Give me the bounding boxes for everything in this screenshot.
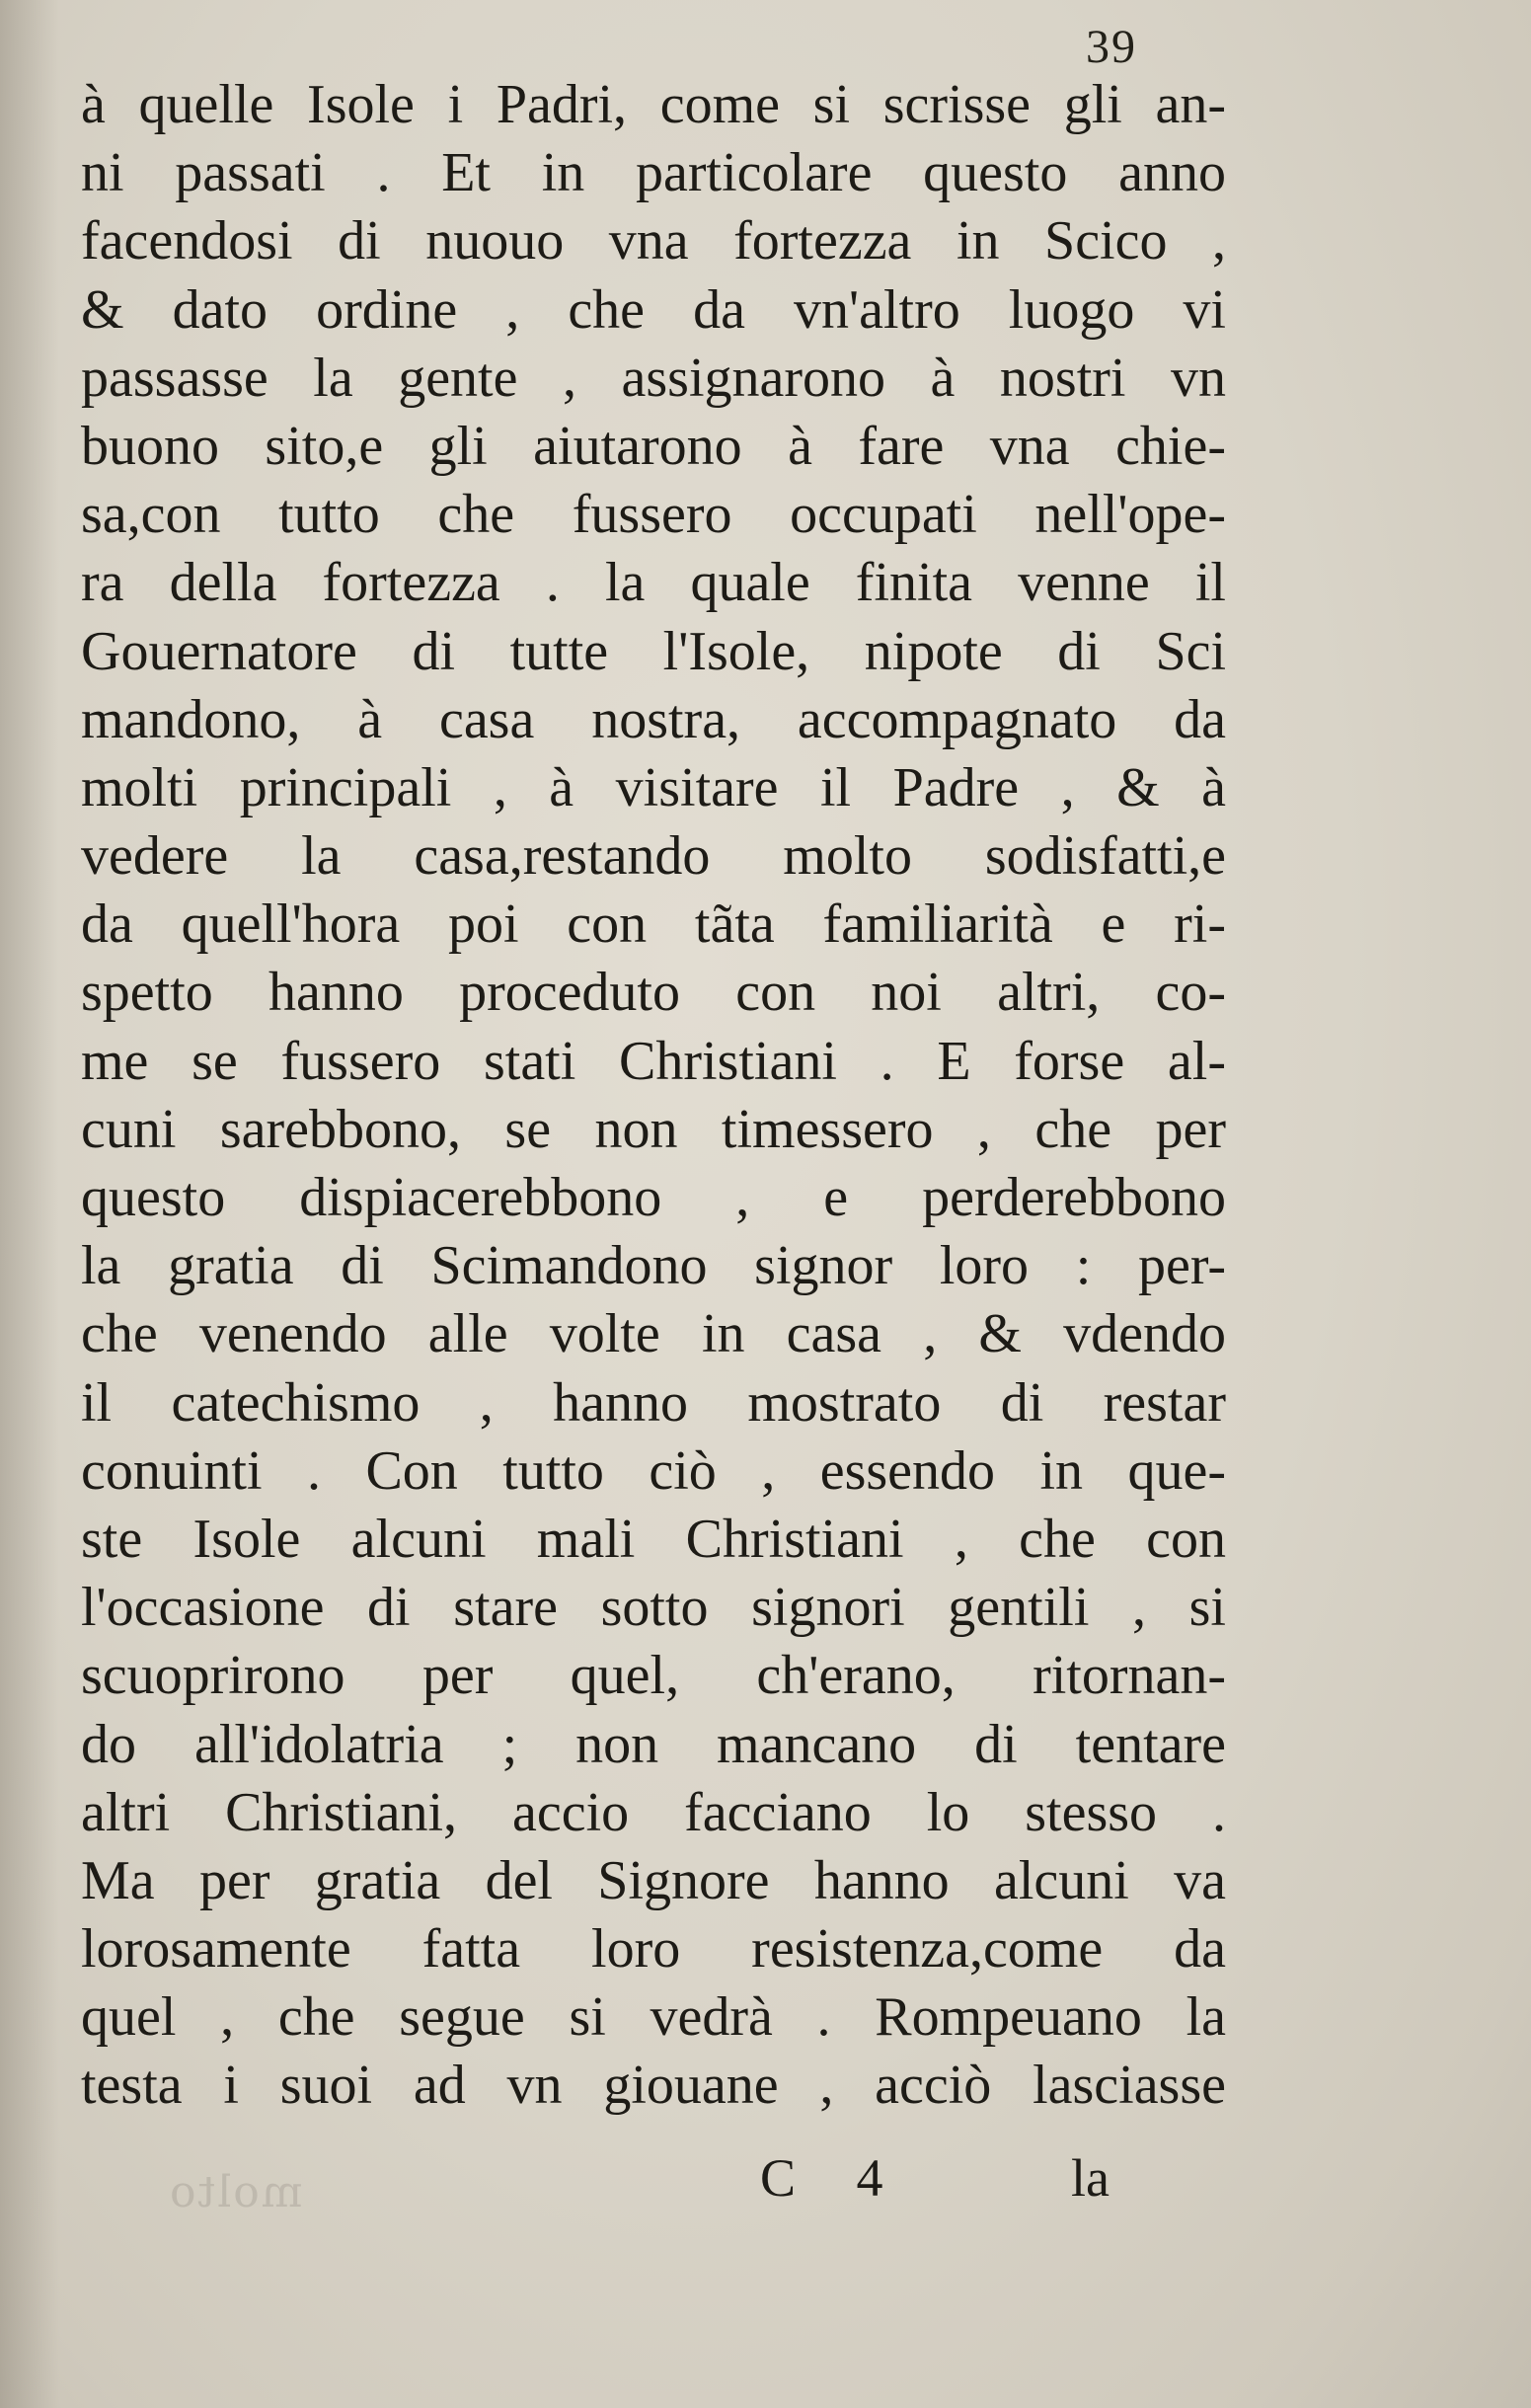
text-line: do all'idolatria ; non mancano di tentare — [81, 1713, 1226, 1775]
text-line: Gouernatore di tutte l'Isole, nipote di Sci — [81, 620, 1226, 682]
text-line: à quelle Isole i Padri, come si scrisse gli an- — [81, 74, 1226, 135]
page-number: 39 — [1086, 21, 1137, 73]
catchword: la — [1071, 2148, 1110, 2208]
page-footer — [0, 2147, 1531, 2216]
text-line: cuni sarebbono, se non timessero , che per — [81, 1098, 1226, 1160]
text-line: & dato ordine , che da vn'altro luogo vi — [81, 278, 1226, 341]
text-line: che venendo alle volte in casa , & vdendo — [81, 1303, 1226, 1365]
body-text — [81, 71, 1226, 2121]
text-line: buono sito,e gli aiutarono à fare vna chie- — [81, 415, 1226, 477]
show-through-text: molto — [168, 2167, 303, 2217]
text-line: mandono, à casa nostra, accompagnato da — [81, 688, 1226, 750]
text-line: ra della fortezza . la quale finita venne il — [81, 552, 1226, 614]
text-line: Ma per gratia del Signore hanno alcuni va — [81, 1849, 1226, 1911]
text-line: ste Isole alcuni mali Christiani , che con — [81, 1508, 1226, 1570]
text-line: lorosamente fatta loro resistenza,come da — [81, 1918, 1226, 1981]
text-line: ni passati . Et in particolare questo anno — [81, 142, 1226, 204]
text-line: quel , che segue si vedrà . Rompeuano la — [81, 1986, 1226, 2049]
text-line: conuinti . Con tutto ciò , essendo in que- — [81, 1439, 1226, 1502]
text-line: altri Christiani, accio facciano lo stesso . — [81, 1781, 1226, 1843]
page-gutter-shadow — [0, 0, 59, 2408]
text-line: facendosi di nuouo vna fortezza in Scico , — [81, 210, 1226, 272]
text-line: molti principali , à visitare il Padre , & à — [81, 756, 1226, 818]
text-line: questo dispiacerebbono , e perderebbono — [81, 1167, 1226, 1228]
signature-mark: C 4 — [760, 2148, 907, 2208]
text-line: vedere la casa,restando molto sodisfatti,e — [81, 825, 1226, 888]
text-line: da quell'hora poi con tãta familiarità e ri- — [81, 893, 1226, 956]
text-line: me se fussero stati Christiani . E forse al- — [81, 1030, 1226, 1092]
text-line: testa i suoi ad vn giouane , acciò lasciasse — [81, 2055, 1226, 2117]
text-line: scuoprirono per quel, ch'erano, ritornan- — [81, 1645, 1226, 1707]
text-line: l'occasione di stare sotto signori gentili , si — [81, 1577, 1226, 1639]
text-line: spetto hanno proceduto con noi altri, co- — [81, 962, 1226, 1024]
text-line: sa,con tutto che fussero occupati nell'ope- — [81, 484, 1226, 546]
text-line: il catechismo , hanno mostrato di restar — [81, 1371, 1226, 1434]
text-line: la gratia di Scimandono signor loro : per- — [81, 1235, 1226, 1297]
text-line: passasse la gente , assignarono à nostri vn — [81, 347, 1226, 409]
